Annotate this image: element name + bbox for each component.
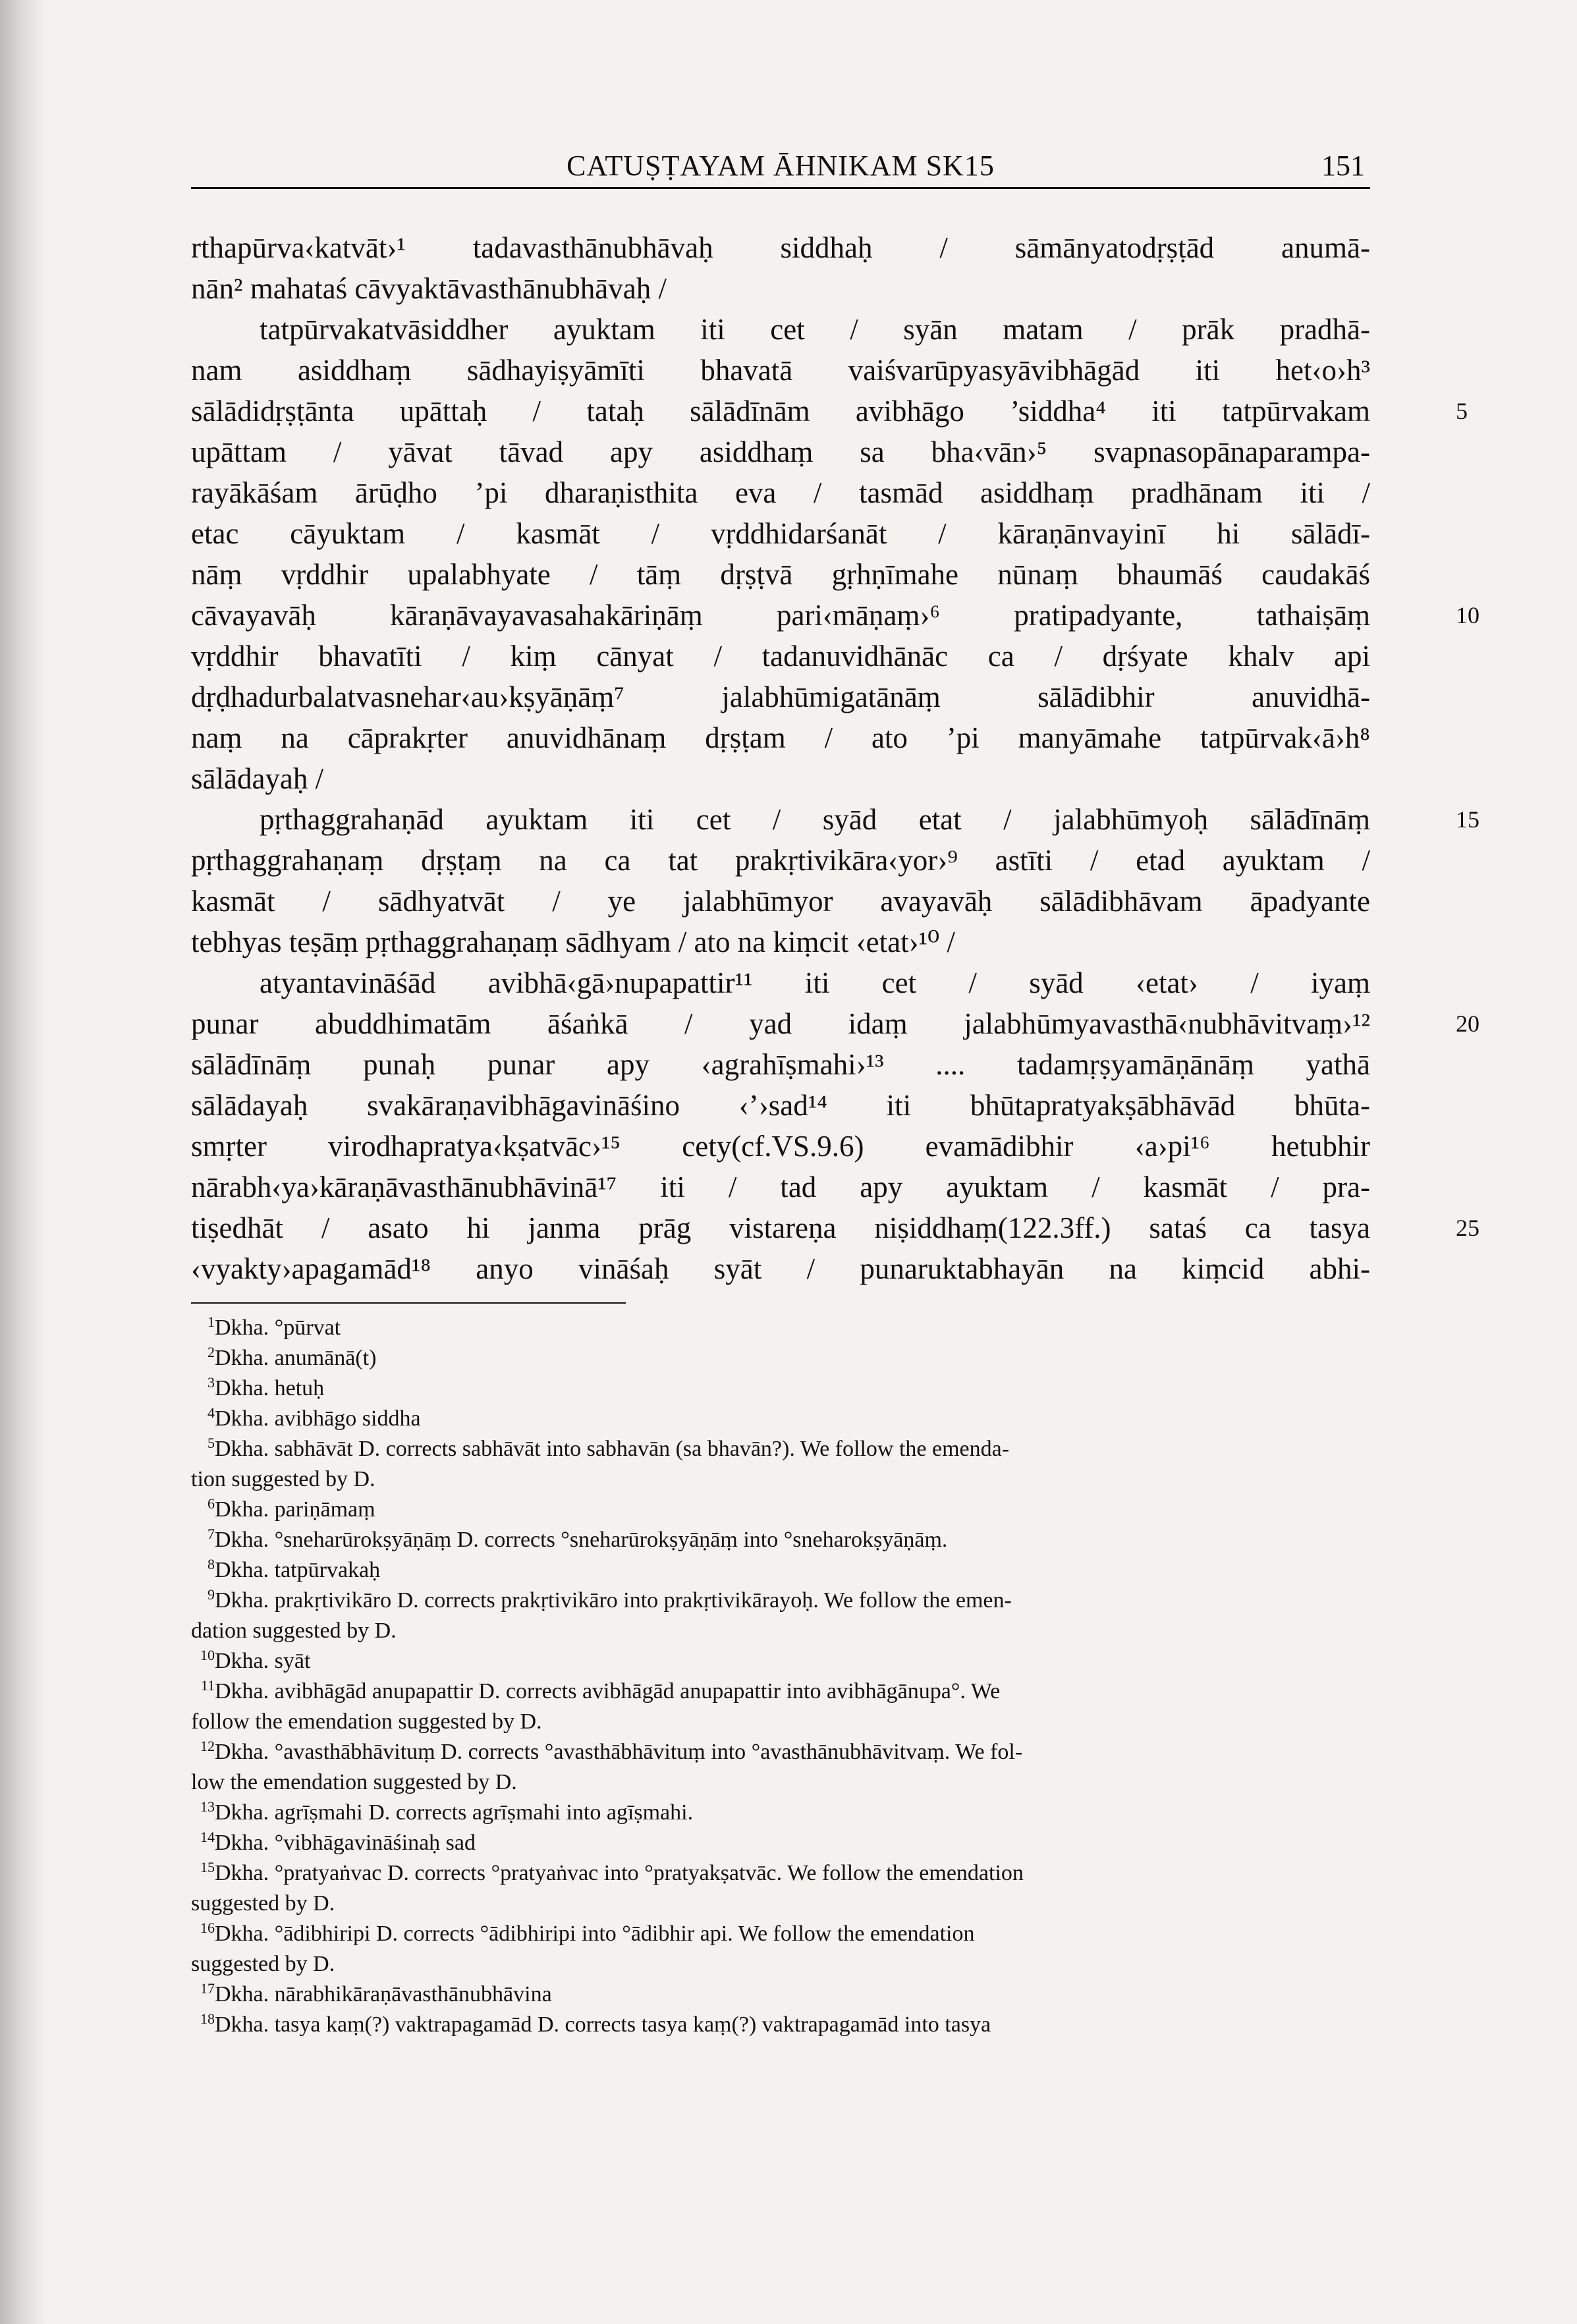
text-line-content: pṛthaggrahaṇād ayuktam iti cet / syād etat / jalabhūmyoḥ sālādīnāṃ [260, 803, 1370, 836]
text-line [191, 840, 1370, 881]
text-line-content: nārabh‹ya›kāraṇāvasthānubhāvinā¹⁷ iti / tad apy ayuktam / kasmāt / pra- [191, 1171, 1370, 1204]
footnote-text: follow the emendation suggested by D. [191, 1709, 542, 1734]
footnote: 9Dkha. prakṛtivikāro D. corrects prakṛtivikāro into prakṛtivikārayoḥ. We follow the emen- [208, 1586, 1012, 1613]
text-line-content: sālādidṛṣṭānta upāttaḥ / tataḥ sālādīnām avibhāgo ’siddha⁴ iti tatpūrvakam [191, 395, 1370, 428]
footnotes [191, 1313, 1370, 2040]
text-line-content: pṛthaggrahaṇaṃ dṛṣṭaṃ na ca tat prakṛtivikāra‹yor›⁹ astīti / etad ayuktam / [191, 844, 1370, 877]
footnote [191, 1949, 1370, 1979]
line-number: 20 [1456, 1010, 1480, 1037]
footnote: 17Dkha. nārabhikāraṇāvasthānubhāvina [200, 1979, 552, 2006]
footnote-text: Dkha. °avasthābhāvituṃ D. corrects °avasthābhāvituṃ into °avasthānubhāvitvaṃ. We fol- [215, 1740, 1023, 1764]
text-line-content: sālādīnāṃ punaḥ punar apy ‹agrahīṣmahi›¹³ .... tadamṛṣyamāṇānāṃ yathā [191, 1048, 1370, 1081]
footnote [191, 1767, 1370, 1798]
text-line [191, 1044, 1370, 1085]
footnote [191, 1707, 1370, 1737]
footnote-text: low the emendation suggested by D. [191, 1770, 517, 1794]
text-line [191, 677, 1370, 717]
footnote: 8Dkha. tatpūrvakaḥ [208, 1555, 381, 1582]
text-line-content: cāvayavāḥ kāraṇāvayavasahakāriṇāṃ pari‹māṇaṃ›⁶ pratipadyante, tathaiṣāṃ [191, 599, 1370, 632]
footnote-text: Dkha. sabhāvāt D. corrects sabhāvāt into sabhavān (sa bhavān?). We follow the emenda- [215, 1437, 1010, 1461]
footnote: 12Dkha. °avasthābhāvituṃ D. corrects °avasthābhāvituṃ into °avasthānubhāvitvaṃ. We fol- [200, 1737, 1023, 1764]
text-line [191, 350, 1370, 391]
footnote: 2Dkha. anumānā(t) [208, 1343, 377, 1370]
text-line [191, 309, 1370, 350]
text-line [191, 268, 1370, 309]
text-line-content: nān² mahataś cāvyaktāvasthānubhāvaḥ / [191, 272, 667, 305]
text-line-content: ‹vyakty›apagamād¹⁸ anyo vināśaḥ syāt / punaruktabhayān na kiṃcid abhi- [191, 1252, 1370, 1285]
text-line [191, 922, 1370, 962]
footnote-text: Dkha. hetuḥ [215, 1376, 325, 1400]
text-line [191, 717, 1370, 758]
footnote-text: suggested by D. [191, 1952, 335, 1976]
text-line [191, 1126, 1370, 1167]
text-line [191, 554, 1370, 595]
text-line-content: smṛter virodhapratya‹kṣatvāc›¹⁵ cety(cf.VS.9.6) evamādibhir ‹a›pi¹⁶ hetubhir [191, 1130, 1370, 1163]
footnote: 5Dkha. sabhāvāt D. corrects sabhāvāt into sabhavān (sa bhavān?). We follow the emenda- [208, 1434, 1010, 1461]
text-line [191, 1085, 1370, 1126]
footnote-text: Dkha. °ādibhiripi D. corrects °ādibhiripi into °ādibhir api. We follow the emendation [215, 1922, 975, 1946]
text-line [191, 431, 1370, 472]
text-line-content: nāṃ vṛddhir upalabhyate / tāṃ dṛṣṭvā gṛhṇīmahe nūnaṃ bhaumāś caudakāś [191, 558, 1370, 591]
footnote: 7Dkha. °sneharūrokṣyāṇāṃ D. corrects °sneharūrokṣyāṇāṃ into °sneharokṣyāṇāṃ. [208, 1525, 948, 1552]
footnote-rule [191, 1302, 626, 1304]
text-line-content: sālādayaḥ svakāraṇavibhāgavināśino ‹’›sad¹⁴ iti bhūtapratyakṣābhāvād bhūta- [191, 1089, 1370, 1122]
line-number: 5 [1456, 398, 1468, 424]
footnote-text: tion suggested by D. [191, 1467, 375, 1491]
text-line-content: rthapūrva‹katvāt›¹ tadavasthānubhāvaḥ siddhaḥ / sāmānyatodṛṣṭād anumā- [191, 231, 1370, 264]
footnote: 16Dkha. °ādibhiripi D. corrects °ādibhiripi into °ādibhir api. We follow the emendation [200, 1919, 975, 1946]
text-line-content: nam asiddhaṃ sādhayiṣyāmīti bhavatā vaiśvarūpyasyāvibhāgād iti het‹o›h³ [191, 354, 1370, 387]
footnote: 3Dkha. hetuḥ [208, 1373, 325, 1400]
footnote-text: Dkha. °vibhāgavināśinaḥ sad [215, 1831, 476, 1855]
text-line-content: rayākāśam ārūḍho ’pi dharaṇisthita eva / tasmād asiddhaṃ pradhānam iti / [191, 476, 1370, 509]
text-line [191, 1167, 1370, 1207]
text-line [191, 881, 1370, 922]
footnote [191, 1616, 1370, 1646]
footnote-text: Dkha. anumānā(t) [215, 1346, 377, 1370]
text-line [191, 513, 1370, 554]
footnote: 4Dkha. avibhāgo siddha [208, 1404, 421, 1431]
footnote-text: Dkha. pariṇāmaṃ [215, 1497, 375, 1522]
footnote-text: dation suggested by D. [191, 1618, 397, 1643]
footnote [191, 1464, 1370, 1495]
page [191, 144, 1480, 2040]
footnote-text: Dkha. avibhāgo siddha [215, 1406, 421, 1431]
footnote-text: Dkha. tasya kaṃ(?) vaktrapagamād D. corrects tasya kaṃ(?) vaktrapagamād into tasya [215, 2012, 991, 2037]
text-line-content: tebhyas teṣāṃ pṛthaggrahaṇaṃ sādhyam / ato na kiṃcit ‹etat›¹⁰ / [191, 926, 955, 958]
footnote: 6Dkha. pariṇāmaṃ [208, 1495, 375, 1522]
book-spine-shadow [0, 0, 46, 2324]
text-line [191, 391, 1468, 431]
text-line [191, 1207, 1480, 1248]
text-line-content: etac cāyuktam / kasmāt / vṛddhidarśanāt / kāraṇānvayinī hi sālādī- [191, 517, 1370, 550]
footnote-text: Dkha. nārabhikāraṇāvasthānubhāvina [215, 1982, 552, 2006]
footnote [191, 1889, 1370, 1919]
text-line [191, 962, 1370, 1003]
main-text [191, 227, 1480, 1289]
line-number: 10 [1456, 602, 1480, 628]
text-line-content: tatpūrvakatvāsiddher ayuktam iti cet / syān matam / prāk pradhā- [260, 313, 1370, 346]
footnote: 18Dkha. tasya kaṃ(?) vaktrapagamād D. corrects tasya kaṃ(?) vaktrapagamād into tasya [200, 2010, 991, 2037]
footnote: 10Dkha. syāt [200, 1646, 311, 1673]
line-number: 15 [1456, 806, 1480, 833]
text-line-content: naṃ na cāprakṛter anuvidhānaṃ dṛṣṭam / ato ’pi manyāmahe tatpūrvak‹ā›h⁸ [191, 721, 1370, 754]
footnote: 11Dkha. avibhāgād anupapattir D. corrects avibhāgād anupapattir into avibhāgānupa°. We [200, 1676, 1001, 1703]
text-line-content: tiṣedhāt / asato hi janma prāg vistareṇa niṣiddhaṃ(122.3ff.) sataś ca tasya [191, 1211, 1370, 1244]
footnote-text: Dkha. avibhāgād anupapattir D. corrects avibhāgād anupapattir into avibhāgānupa°. We [215, 1679, 1001, 1703]
line-number: 25 [1456, 1215, 1480, 1241]
footnote: 1Dkha. °pūrvat [208, 1313, 341, 1340]
text-line [191, 227, 1370, 268]
footnote-text: Dkha. prakṛtivikāro D. corrects prakṛtivikāro into prakṛtivikārayoḥ. We follow the emen- [215, 1588, 1012, 1613]
text-line [191, 799, 1480, 840]
footnote-text: Dkha. syāt [215, 1649, 311, 1673]
footnote-text: Dkha. tatpūrvakaḥ [215, 1558, 381, 1582]
footnote-text: Dkha. agrīṣmahi D. corrects agrīṣmahi into agīṣmahi. [215, 1800, 694, 1825]
footnote-text: Dkha. °sneharūrokṣyāṇāṃ D. corrects °sneharūrokṣyāṇāṃ into °sneharokṣyāṇāṃ. [215, 1528, 948, 1552]
text-line-content: atyantavināśād avibhā‹gā›nupapattir¹¹ iti cet / syād ‹etat› / iyaṃ [260, 966, 1370, 999]
text-line-content: dṛḍhadurbalatvasnehar‹au›kṣyāṇāṃ⁷ jalabhūmigatānāṃ sālādibhir anuvidhā- [191, 680, 1370, 713]
text-line [191, 1003, 1480, 1044]
text-line-content: upāttam / yāvat tāvad apy asiddhaṃ sa bha‹vān›⁵ svapnasopānaparampa- [191, 435, 1370, 468]
text-line [191, 758, 1370, 799]
running-head [191, 144, 1370, 189]
text-line [191, 595, 1480, 636]
text-line [191, 472, 1370, 513]
footnote: 14Dkha. °vibhāgavināśinaḥ sad [200, 1828, 476, 1855]
text-line-content: sālādayaḥ / [191, 762, 324, 795]
footnote: 15Dkha. °pratyaṅvac D. corrects °pratyaṅvac into °pratyakṣatvāc. We follow the emendation [200, 1858, 1024, 1885]
footnote-text: Dkha. °pūrvat [215, 1315, 341, 1340]
footnote-text: suggested by D. [191, 1891, 335, 1916]
text-line-content: vṛddhir bhavatīti / kiṃ cānyat / tadanuvidhānāc ca / dṛśyate khalv api [191, 640, 1370, 673]
page-number: 151 [1321, 150, 1365, 182]
footnote: 13Dkha. agrīṣmahi D. corrects agrīṣmahi into agīṣmahi. [200, 1798, 694, 1825]
text-line [191, 636, 1370, 677]
text-line [191, 1248, 1370, 1289]
running-head-title: CATUṢṬAYAM ĀHNIKAM SK15 [567, 150, 995, 182]
text-line-content: punar abuddhimatām āśaṅkā / yad idaṃ jalabhūmyavasthā‹nubhāvitvaṃ›¹² [191, 1007, 1370, 1040]
footnote-text: Dkha. °pratyaṅvac D. corrects °pratyaṅvac into °pratyakṣatvāc. We follow the emendation [215, 1861, 1024, 1885]
text-line-content: kasmāt / sādhyatvāt / ye jalabhūmyor avayavāḥ sālādibhāvam āpadyante [191, 885, 1370, 918]
